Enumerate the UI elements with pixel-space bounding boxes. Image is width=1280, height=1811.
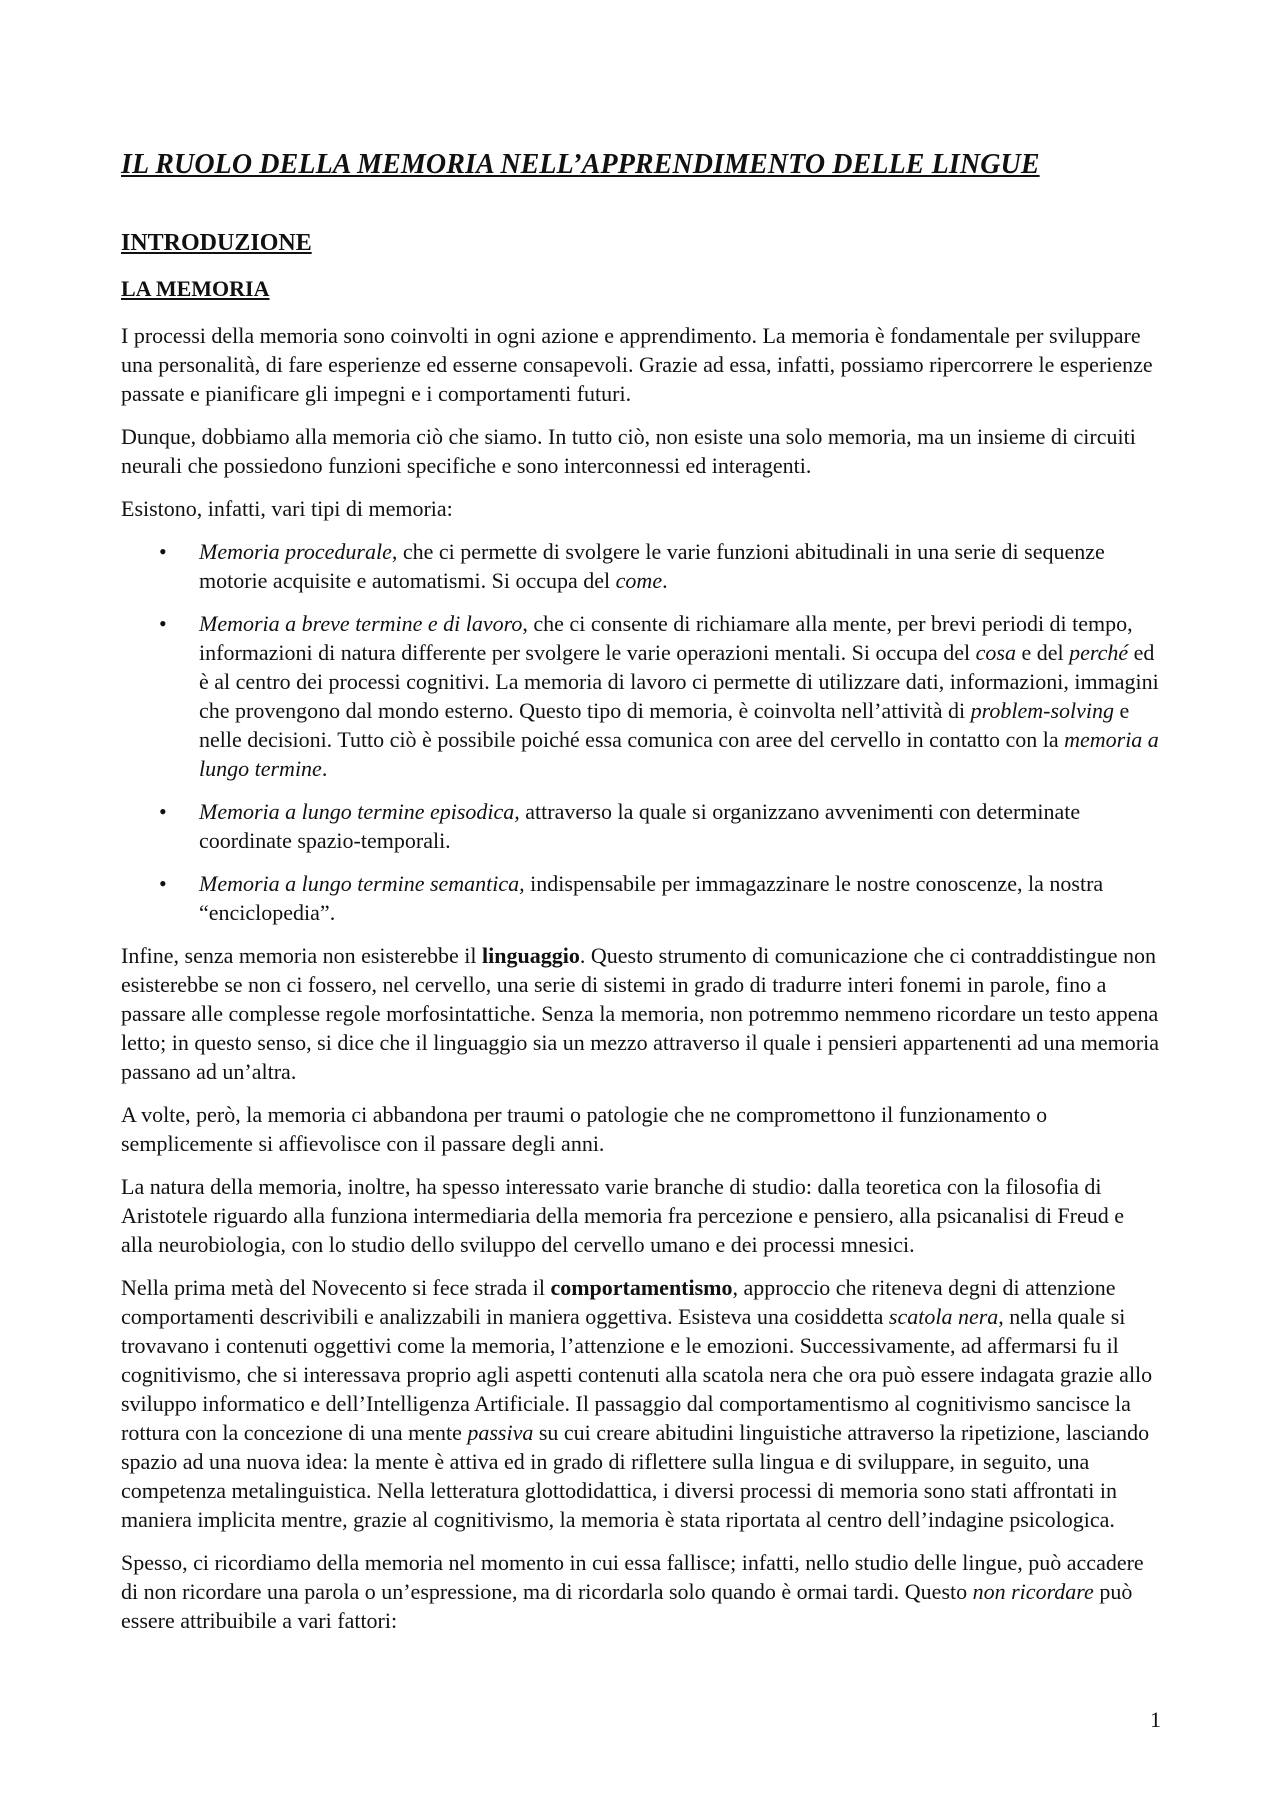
text: ed è al centro dei processi cognitivi. La memoria di lavoro ci permette di utilizzare dati, informazioni, immagini che provengono dal mondo esterno. Questo tipo di memoria, è coinvolta nell’attività di bbox=[199, 640, 1159, 723]
term: Memoria procedurale bbox=[199, 539, 392, 564]
text: e nelle decisioni. Tutto ciò è possibile poiché essa comunica con aree del cervello in contatto con la bbox=[199, 698, 1130, 752]
list-item bbox=[121, 537, 1161, 595]
term: Memoria a breve termine e di lavoro bbox=[199, 611, 523, 636]
term: Memoria a lungo termine semantica, bbox=[199, 871, 525, 896]
text: . bbox=[662, 568, 668, 593]
text: , che ci permette di svolgere le varie funzioni abitudinali in una serie di sequenze motorie acquisite e automatismi. Si occupa del bbox=[199, 539, 1105, 593]
emphasis: memoria a lungo termine bbox=[199, 727, 1159, 781]
bullet-icon: • bbox=[159, 799, 167, 824]
text: può essere attribuibile a vari fattori: bbox=[121, 1579, 1133, 1633]
section-heading: INTRODUZIONE bbox=[121, 230, 312, 256]
emphasis: passiva bbox=[467, 1420, 534, 1445]
paragraph bbox=[121, 1548, 1161, 1635]
list-item bbox=[121, 609, 1161, 783]
page-content bbox=[121, 148, 1161, 1649]
emphasis: scatola nera bbox=[888, 1304, 999, 1329]
text: Nella prima metà del Novecento si fece strada il bbox=[121, 1275, 551, 1300]
text: indispensabile per immagazzinare le nostre conoscenze, la nostra “enciclopedia”. bbox=[199, 871, 1104, 925]
text: . Questo strumento di comunicazione che ci contraddistingue non esisterebbe se non ci fossero, nel cervello, una serie di sistemi in grado di tradurre interi fonemi in parole, fino a passare alle complesse regole morfosintattiche. Senza la memoria, non potremmo nemmeno ricordare un testo appena letto; in questo senso, si dice che il linguaggio sia un mezzo attraverso il quale i pensieri appartenenti ad una memoria passano ad un’altra. bbox=[121, 943, 1159, 1084]
text: . bbox=[321, 756, 328, 781]
bullet-icon: • bbox=[159, 539, 167, 564]
emphasis: non ricordare bbox=[972, 1579, 1094, 1604]
text: attraverso la quale si organizzano avvenimenti con determinate coordinate spazio-temporali. bbox=[199, 799, 1081, 853]
paragraph: Dunque, dobbiamo alla memoria ciò che siamo. In tutto ciò, non esiste una solo memoria, ma un insieme di circuiti neurali che possiedono funzioni specifiche e sono interconnessi ed interagenti. bbox=[121, 424, 1136, 478]
bold-term: comportamentismo bbox=[550, 1275, 733, 1300]
text: Spesso, ci ricordiamo della memoria nel momento in cui essa fallisce; infatti, nello studio delle lingue, può accadere di non ricordare una parola o un’espressione, ma di ricordarla solo quando è ormai tardi. Questo bbox=[121, 1550, 1144, 1604]
text: , approccio che riteneva degni di attenzione comportamenti descrivibili e analizzabili in maniera oggettiva. Esisteva una cosiddetta bbox=[121, 1275, 1116, 1329]
emphasis: cosa bbox=[975, 640, 1016, 665]
document-title: IL RUOLO DELLA MEMORIA NELL’APPRENDIMENTO DELLE LINGUE bbox=[121, 149, 1040, 180]
bullet-icon: • bbox=[159, 611, 167, 636]
text: e del bbox=[1015, 640, 1070, 665]
paragraph: Esistono, infatti, vari tipi di memoria: bbox=[121, 496, 453, 521]
text: , nella quale si trovavano i contenuti oggettivi come la memoria, l’attenzione e le emozioni. Successivamente, ad affermarsi fu il cognitivismo, che si interessava proprio agli aspetti contenuti alla scatola nera che ora può essere indagata grazie allo sviluppo informatico e dell’Intelligenza Artificiale. Il passaggio dal comportamentismo al cognitivismo sancisce la rottura con la concezione di una mente bbox=[121, 1304, 1153, 1445]
paragraph: I processi della memoria sono coinvolti in ogni azione e apprendimento. La memoria è fondamentale per sviluppare una personalità, di fare esperienze ed esserne consapevoli. Grazie ad essa, infatti, possiamo ripercorrere le esperienze passate e pianificare gli impegni e i comportamenti futuri. bbox=[121, 323, 1153, 406]
list-item bbox=[121, 797, 1161, 855]
paragraph bbox=[121, 941, 1161, 1086]
text: su cui creare abitudini linguistiche attraverso la ripetizione, lasciando spazio ad una nuova idea: la mente è attiva ed in grado di riflettere sulla lingua e di sviluppare, in seguito, una competenza metalinguistica. Nella letteratura glottodidattica, i diversi processi di memoria sono stati affrontati in maniera implicita mentre, grazie al cognitivismo, la memoria è stata riportata al centro dell’indagine psicologica. bbox=[121, 1420, 1150, 1532]
paragraph: La natura della memoria, inoltre, ha spesso interessato varie branche di studio: dalla teoretica con la filosofia di Aristotele riguardo alla funziona intermediaria della memoria fra percezione e pensiero, alla psicanalisi di Freud e alla neurobiologia, con lo studio dello sviluppo del cervello umano e dei processi mnesici. bbox=[121, 1174, 1125, 1257]
subsection-heading: LA MEMORIA bbox=[121, 276, 270, 301]
paragraph bbox=[121, 1273, 1161, 1534]
emphasis: problem-solving bbox=[970, 698, 1115, 723]
page-number: 1 bbox=[1150, 1707, 1161, 1732]
emphasis: perché bbox=[1069, 640, 1129, 665]
list-item bbox=[121, 869, 1161, 927]
memory-types-list bbox=[121, 537, 1161, 927]
text: Infine, senza memoria non esisterebbe il bbox=[121, 943, 483, 968]
emphasis: come bbox=[615, 568, 663, 593]
bullet-icon: • bbox=[159, 871, 167, 896]
text: , che ci consente di richiamare alla mente, per brevi periodi di tempo, informazioni di natura differente per svolgere le varie operazioni mentali. Si occupa del bbox=[199, 611, 1133, 665]
bold-term: linguaggio bbox=[482, 943, 580, 968]
paragraph: A volte, però, la memoria ci abbandona per traumi o patologie che ne compromettono il funzionamento o semplicemente si affievolisce con il passare degli anni. bbox=[121, 1102, 1048, 1156]
term: Memoria a lungo termine episodica, bbox=[199, 799, 520, 824]
